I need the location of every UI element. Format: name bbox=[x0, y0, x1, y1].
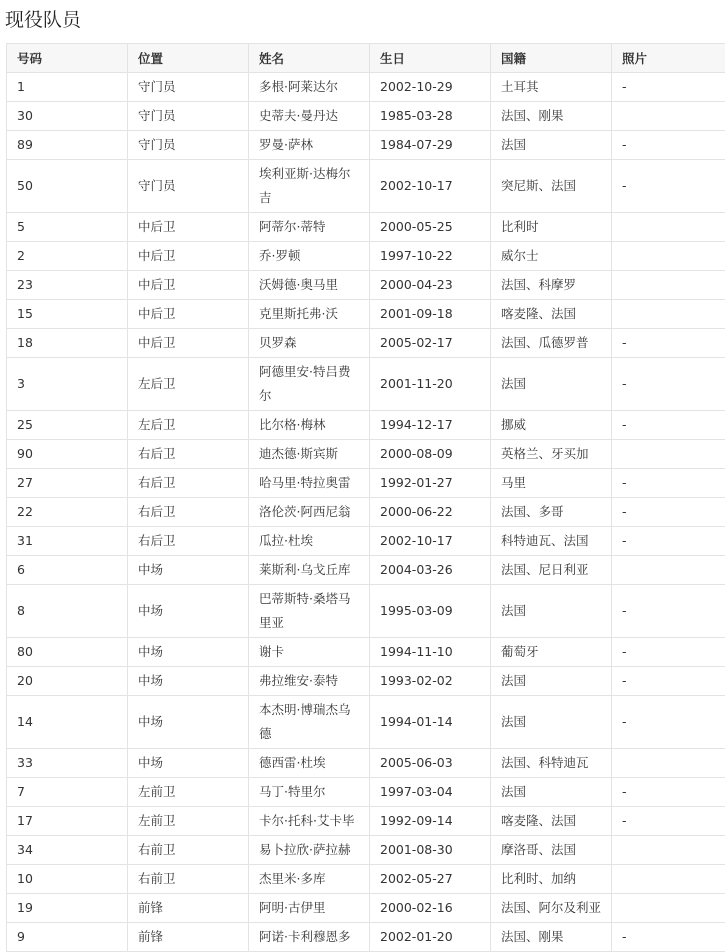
roster-table bbox=[6, 43, 725, 952]
cell-name: 洛伦茨·阿西尼翁 bbox=[249, 498, 370, 527]
cell-number: 25 bbox=[7, 411, 128, 440]
cell-nationality: 比利时 bbox=[491, 213, 612, 242]
cell-name: 阿诺·卡利穆恩多 bbox=[249, 923, 370, 952]
cell-birth: 2000-05-25 bbox=[370, 213, 491, 242]
cell-number: 14 bbox=[7, 696, 128, 749]
cell-birth: 1997-03-04 bbox=[370, 778, 491, 807]
cell-position: 中后卫 bbox=[128, 300, 249, 329]
cell-photo: - bbox=[612, 696, 725, 749]
cell-name: 莱斯利·乌戈丘库 bbox=[249, 556, 370, 585]
cell-birth: 2002-01-20 bbox=[370, 923, 491, 952]
cell-position: 左后卫 bbox=[128, 358, 249, 411]
cell-position: 左前卫 bbox=[128, 778, 249, 807]
cell-photo: - bbox=[612, 469, 725, 498]
cell-photo bbox=[612, 749, 725, 778]
header-name: 姓名 bbox=[249, 44, 370, 73]
cell-birth: 1985-03-28 bbox=[370, 102, 491, 131]
cell-photo: - bbox=[612, 638, 725, 667]
cell-nationality: 法国、科特迪瓦 bbox=[491, 749, 612, 778]
cell-name: 克里斯托弗·沃 bbox=[249, 300, 370, 329]
table-row bbox=[7, 865, 725, 894]
cell-position: 右前卫 bbox=[128, 836, 249, 865]
cell-name: 杰里米·多库 bbox=[249, 865, 370, 894]
table-row bbox=[7, 807, 725, 836]
cell-nationality: 英格兰、牙买加 bbox=[491, 440, 612, 469]
cell-photo: - bbox=[612, 411, 725, 440]
cell-birth: 2001-09-18 bbox=[370, 300, 491, 329]
header-photo: 照片 bbox=[612, 44, 725, 73]
cell-photo bbox=[612, 271, 725, 300]
cell-number: 7 bbox=[7, 778, 128, 807]
cell-birth: 1995-03-09 bbox=[370, 585, 491, 638]
cell-position: 守门员 bbox=[128, 131, 249, 160]
cell-name: 巴蒂斯特·桑塔马里亚 bbox=[249, 585, 370, 638]
cell-photo: - bbox=[612, 667, 725, 696]
cell-nationality: 科特迪瓦、法国 bbox=[491, 527, 612, 556]
cell-position: 右后卫 bbox=[128, 440, 249, 469]
header-nationality: 国籍 bbox=[491, 44, 612, 73]
table-row bbox=[7, 300, 725, 329]
cell-photo: - bbox=[612, 358, 725, 411]
cell-name: 多根·阿莱达尔 bbox=[249, 73, 370, 102]
cell-name: 史蒂夫·曼丹达 bbox=[249, 102, 370, 131]
cell-nationality: 法国、刚果 bbox=[491, 102, 612, 131]
cell-name: 阿德里安·特吕费尔 bbox=[249, 358, 370, 411]
cell-birth: 1992-01-27 bbox=[370, 469, 491, 498]
cell-photo bbox=[612, 894, 725, 923]
cell-number: 33 bbox=[7, 749, 128, 778]
cell-birth: 2000-02-16 bbox=[370, 894, 491, 923]
cell-birth: 2002-10-29 bbox=[370, 73, 491, 102]
cell-name: 比尔格·梅林 bbox=[249, 411, 370, 440]
cell-position: 左前卫 bbox=[128, 807, 249, 836]
cell-photo: - bbox=[612, 160, 725, 213]
table-row bbox=[7, 667, 725, 696]
cell-position: 中后卫 bbox=[128, 329, 249, 358]
cell-number: 80 bbox=[7, 638, 128, 667]
cell-name: 阿明·古伊里 bbox=[249, 894, 370, 923]
cell-position: 中场 bbox=[128, 696, 249, 749]
cell-photo: - bbox=[612, 131, 725, 160]
cell-birth: 2005-06-03 bbox=[370, 749, 491, 778]
cell-birth: 2001-08-30 bbox=[370, 836, 491, 865]
cell-name: 哈马里·特拉奥雷 bbox=[249, 469, 370, 498]
cell-number: 1 bbox=[7, 73, 128, 102]
header-birth: 生日 bbox=[370, 44, 491, 73]
cell-birth: 2002-10-17 bbox=[370, 160, 491, 213]
cell-number: 27 bbox=[7, 469, 128, 498]
table-row bbox=[7, 411, 725, 440]
cell-photo bbox=[612, 242, 725, 271]
cell-photo bbox=[612, 102, 725, 131]
cell-position: 右后卫 bbox=[128, 469, 249, 498]
cell-photo: - bbox=[612, 73, 725, 102]
cell-photo bbox=[612, 440, 725, 469]
cell-name: 德西雷·杜埃 bbox=[249, 749, 370, 778]
cell-number: 34 bbox=[7, 836, 128, 865]
cell-number: 10 bbox=[7, 865, 128, 894]
table-row bbox=[7, 696, 725, 749]
cell-number: 89 bbox=[7, 131, 128, 160]
table-row bbox=[7, 894, 725, 923]
cell-number: 22 bbox=[7, 498, 128, 527]
cell-birth: 2004-03-26 bbox=[370, 556, 491, 585]
cell-birth: 2000-08-09 bbox=[370, 440, 491, 469]
cell-number: 90 bbox=[7, 440, 128, 469]
header-number: 号码 bbox=[7, 44, 128, 73]
cell-birth: 2005-02-17 bbox=[370, 329, 491, 358]
table-row bbox=[7, 213, 725, 242]
cell-position: 右后卫 bbox=[128, 527, 249, 556]
table-body bbox=[7, 73, 725, 952]
cell-nationality: 马里 bbox=[491, 469, 612, 498]
cell-nationality: 法国 bbox=[491, 778, 612, 807]
cell-position: 左后卫 bbox=[128, 411, 249, 440]
cell-birth: 1992-09-14 bbox=[370, 807, 491, 836]
cell-number: 2 bbox=[7, 242, 128, 271]
cell-number: 3 bbox=[7, 358, 128, 411]
cell-position: 守门员 bbox=[128, 73, 249, 102]
cell-photo bbox=[612, 556, 725, 585]
cell-nationality: 突尼斯、法国 bbox=[491, 160, 612, 213]
cell-number: 30 bbox=[7, 102, 128, 131]
cell-photo bbox=[612, 213, 725, 242]
cell-number: 19 bbox=[7, 894, 128, 923]
table-row bbox=[7, 749, 725, 778]
cell-name: 易卜拉欣·萨拉赫 bbox=[249, 836, 370, 865]
cell-birth: 1997-10-22 bbox=[370, 242, 491, 271]
cell-name: 迪杰德·斯宾斯 bbox=[249, 440, 370, 469]
table-row bbox=[7, 527, 725, 556]
cell-number: 18 bbox=[7, 329, 128, 358]
cell-position: 中场 bbox=[128, 638, 249, 667]
cell-nationality: 法国 bbox=[491, 696, 612, 749]
cell-nationality: 法国、阿尔及利亚 bbox=[491, 894, 612, 923]
cell-birth: 2000-04-23 bbox=[370, 271, 491, 300]
table-row bbox=[7, 131, 725, 160]
cell-birth: 2002-10-17 bbox=[370, 527, 491, 556]
table-row bbox=[7, 836, 725, 865]
cell-birth: 1984-07-29 bbox=[370, 131, 491, 160]
cell-name: 谢卡 bbox=[249, 638, 370, 667]
table-row bbox=[7, 778, 725, 807]
cell-nationality: 法国 bbox=[491, 131, 612, 160]
cell-position: 中场 bbox=[128, 749, 249, 778]
cell-name: 瓜拉·杜埃 bbox=[249, 527, 370, 556]
cell-nationality: 比利时、加纳 bbox=[491, 865, 612, 894]
cell-birth: 2001-11-20 bbox=[370, 358, 491, 411]
cell-photo bbox=[612, 836, 725, 865]
cell-photo: - bbox=[612, 807, 725, 836]
cell-position: 中场 bbox=[128, 585, 249, 638]
cell-name: 贝罗森 bbox=[249, 329, 370, 358]
cell-position: 中场 bbox=[128, 556, 249, 585]
cell-nationality: 威尔士 bbox=[491, 242, 612, 271]
cell-photo: - bbox=[612, 498, 725, 527]
cell-number: 20 bbox=[7, 667, 128, 696]
cell-birth: 1993-02-02 bbox=[370, 667, 491, 696]
cell-birth: 1994-11-10 bbox=[370, 638, 491, 667]
cell-photo: - bbox=[612, 585, 725, 638]
table-row bbox=[7, 102, 725, 131]
header-row bbox=[7, 44, 725, 73]
cell-photo: - bbox=[612, 923, 725, 952]
cell-nationality: 法国、多哥 bbox=[491, 498, 612, 527]
cell-nationality: 摩洛哥、法国 bbox=[491, 836, 612, 865]
table-row bbox=[7, 160, 725, 213]
page-title: 现役队员 bbox=[5, 9, 82, 31]
cell-position: 中后卫 bbox=[128, 242, 249, 271]
table-row bbox=[7, 73, 725, 102]
cell-photo bbox=[612, 300, 725, 329]
cell-photo: - bbox=[612, 778, 725, 807]
cell-nationality: 挪威 bbox=[491, 411, 612, 440]
cell-nationality: 法国、尼日利亚 bbox=[491, 556, 612, 585]
table-row bbox=[7, 329, 725, 358]
cell-number: 9 bbox=[7, 923, 128, 952]
cell-photo bbox=[612, 865, 725, 894]
cell-name: 沃姆德·奥马里 bbox=[249, 271, 370, 300]
cell-birth: 1994-01-14 bbox=[370, 696, 491, 749]
cell-nationality: 喀麦隆、法国 bbox=[491, 300, 612, 329]
cell-name: 罗曼·萨林 bbox=[249, 131, 370, 160]
cell-number: 15 bbox=[7, 300, 128, 329]
cell-name: 马丁·特里尔 bbox=[249, 778, 370, 807]
cell-birth: 1994-12-17 bbox=[370, 411, 491, 440]
cell-number: 5 bbox=[7, 213, 128, 242]
cell-photo: - bbox=[612, 527, 725, 556]
cell-position: 右前卫 bbox=[128, 865, 249, 894]
cell-number: 31 bbox=[7, 527, 128, 556]
cell-nationality: 法国、瓜德罗普 bbox=[491, 329, 612, 358]
cell-name: 弗拉维安·泰特 bbox=[249, 667, 370, 696]
header-position: 位置 bbox=[128, 44, 249, 73]
cell-nationality: 葡萄牙 bbox=[491, 638, 612, 667]
table-row bbox=[7, 923, 725, 952]
table-row bbox=[7, 358, 725, 411]
table-row bbox=[7, 242, 725, 271]
cell-position: 前锋 bbox=[128, 894, 249, 923]
cell-number: 8 bbox=[7, 585, 128, 638]
cell-position: 守门员 bbox=[128, 160, 249, 213]
table-row bbox=[7, 585, 725, 638]
cell-position: 守门员 bbox=[128, 102, 249, 131]
cell-number: 23 bbox=[7, 271, 128, 300]
cell-nationality: 喀麦隆、法国 bbox=[491, 807, 612, 836]
cell-birth: 2000-06-22 bbox=[370, 498, 491, 527]
cell-name: 乔·罗顿 bbox=[249, 242, 370, 271]
cell-name: 阿蒂尔·蒂特 bbox=[249, 213, 370, 242]
table-row bbox=[7, 469, 725, 498]
cell-number: 17 bbox=[7, 807, 128, 836]
cell-nationality: 法国、刚果 bbox=[491, 923, 612, 952]
table-row bbox=[7, 556, 725, 585]
cell-photo: - bbox=[612, 329, 725, 358]
table-row bbox=[7, 498, 725, 527]
table-header bbox=[7, 44, 725, 73]
cell-number: 6 bbox=[7, 556, 128, 585]
cell-name: 本杰明·博瑞杰乌德 bbox=[249, 696, 370, 749]
cell-nationality: 法国 bbox=[491, 358, 612, 411]
cell-nationality: 法国、科摩罗 bbox=[491, 271, 612, 300]
cell-nationality: 法国 bbox=[491, 585, 612, 638]
cell-position: 中后卫 bbox=[128, 271, 249, 300]
cell-nationality: 土耳其 bbox=[491, 73, 612, 102]
cell-position: 右后卫 bbox=[128, 498, 249, 527]
cell-birth: 2002-05-27 bbox=[370, 865, 491, 894]
cell-name: 埃利亚斯·达梅尔吉 bbox=[249, 160, 370, 213]
table-row bbox=[7, 271, 725, 300]
table-row bbox=[7, 638, 725, 667]
table-row bbox=[7, 440, 725, 469]
cell-position: 中后卫 bbox=[128, 213, 249, 242]
cell-number: 50 bbox=[7, 160, 128, 213]
cell-position: 前锋 bbox=[128, 923, 249, 952]
cell-name: 卡尔·托科·艾卡毕 bbox=[249, 807, 370, 836]
cell-nationality: 法国 bbox=[491, 667, 612, 696]
cell-position: 中场 bbox=[128, 667, 249, 696]
